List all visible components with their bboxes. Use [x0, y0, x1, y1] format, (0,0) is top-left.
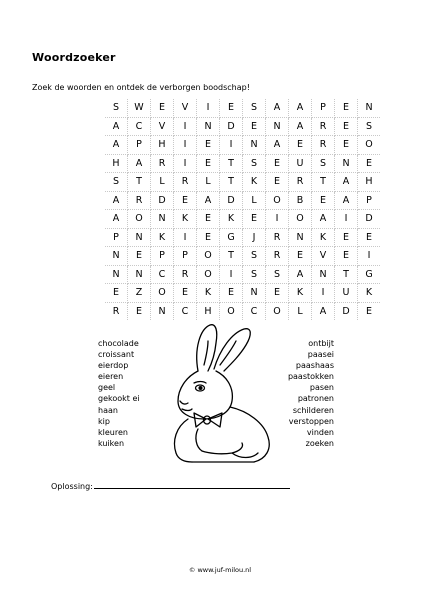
grid-cell[interactable]: S: [312, 154, 335, 173]
word-list-item: paasei: [307, 350, 334, 360]
grid-cell[interactable]: R: [174, 173, 197, 192]
grid-row: [105, 154, 380, 173]
grid-cell[interactable]: P: [105, 228, 128, 247]
grid-row: [105, 228, 380, 247]
grid-cell[interactable]: T: [335, 265, 358, 284]
grid-cell[interactable]: K: [151, 228, 174, 247]
grid-cell[interactable]: C: [128, 117, 151, 136]
grid-cell[interactable]: E: [197, 210, 220, 229]
grid-cell[interactable]: O: [266, 302, 289, 320]
grid-cell[interactable]: R: [266, 228, 289, 247]
grid-cell[interactable]: L: [289, 302, 312, 320]
grid-cell[interactable]: L: [197, 173, 220, 192]
grid-row: [105, 284, 380, 303]
word-list-item: croissant: [98, 350, 135, 360]
grid-cell[interactable]: E: [335, 136, 358, 155]
grid-row: [105, 117, 380, 136]
footer-copyright: © www.juf-milou.nl: [188, 566, 252, 574]
instruction-text: Zoek de woorden en ontdek de verborgen boodschap!: [32, 83, 250, 92]
grid-cell[interactable]: P: [312, 99, 335, 117]
grid-cell[interactable]: K: [312, 228, 335, 247]
grid-cell[interactable]: N: [335, 154, 358, 173]
word-list-item: kleuren: [98, 427, 128, 437]
grid-cell[interactable]: E: [243, 117, 266, 136]
grid-cell[interactable]: A: [335, 191, 358, 210]
grid-cell[interactable]: T: [128, 173, 151, 192]
grid-cell[interactable]: D: [358, 210, 381, 229]
grid-cell[interactable]: G: [358, 265, 381, 284]
grid-cell[interactable]: E: [312, 191, 335, 210]
word-list-item: geel: [98, 383, 116, 393]
grid-cell[interactable]: T: [220, 247, 243, 266]
grid-cell[interactable]: D: [151, 191, 174, 210]
word-list-item: ontbijt: [308, 339, 334, 348]
grid-cell[interactable]: K: [243, 173, 266, 192]
grid-cell[interactable]: O: [197, 247, 220, 266]
grid-cell[interactable]: S: [358, 117, 381, 136]
grid-cell[interactable]: I: [220, 136, 243, 155]
grid-cell[interactable]: K: [174, 210, 197, 229]
grid-cell[interactable]: E: [197, 228, 220, 247]
grid-cell[interactable]: R: [312, 117, 335, 136]
word-list-item: zoeken: [305, 438, 334, 448]
grid-cell[interactable]: I: [266, 210, 289, 229]
word-list-item: eierdop: [98, 361, 129, 371]
grid-cell[interactable]: E: [174, 284, 197, 303]
grid-cell[interactable]: E: [335, 117, 358, 136]
grid-cell[interactable]: A: [266, 99, 289, 117]
grid-cell[interactable]: C: [243, 302, 266, 320]
grid-row: [105, 210, 380, 229]
word-list-right: [288, 338, 334, 449]
word-list-item: eieren: [98, 372, 124, 382]
grid-cell[interactable]: E: [174, 191, 197, 210]
grid-cell[interactable]: K: [289, 284, 312, 303]
grid-cell[interactable]: R: [105, 302, 128, 320]
grid-cell[interactable]: R: [289, 173, 312, 192]
grid-cell[interactable]: E: [358, 302, 381, 320]
grid-cell[interactable]: O: [289, 210, 312, 229]
grid-cell[interactable]: A: [105, 191, 128, 210]
grid-cell[interactable]: E: [128, 247, 151, 266]
grid-cell[interactable]: A: [105, 210, 128, 229]
grid-cell[interactable]: P: [174, 247, 197, 266]
word-list-item: pasen: [309, 383, 334, 393]
grid-cell[interactable]: E: [289, 247, 312, 266]
grid-cell[interactable]: K: [197, 284, 220, 303]
word-list-item: vinden: [306, 427, 334, 437]
grid-cell[interactable]: E: [197, 136, 220, 155]
word-list-item: haan: [98, 405, 118, 415]
grid-cell[interactable]: P: [358, 191, 381, 210]
grid-cell[interactable]: E: [128, 302, 151, 320]
word-list-item: gekookt ei: [98, 394, 140, 404]
grid-cell[interactable]: H: [151, 136, 174, 155]
grid-cell[interactable]: A: [105, 117, 128, 136]
grid-cell[interactable]: A: [266, 136, 289, 155]
grid-cell[interactable]: L: [243, 191, 266, 210]
grid-row: [105, 247, 380, 266]
grid-cell[interactable]: E: [358, 154, 381, 173]
grid-cell[interactable]: U: [335, 284, 358, 303]
grid-cell[interactable]: E: [358, 228, 381, 247]
grid-cell[interactable]: D: [220, 117, 243, 136]
grid-cell[interactable]: S: [243, 154, 266, 173]
grid-cell[interactable]: E: [220, 284, 243, 303]
grid-cell[interactable]: R: [174, 265, 197, 284]
solution-answer-line[interactable]: [94, 480, 290, 489]
grid-cell[interactable]: D: [335, 302, 358, 320]
grid-cell[interactable]: N: [105, 265, 128, 284]
grid-cell[interactable]: S: [105, 173, 128, 192]
grid-cell[interactable]: Z: [128, 284, 151, 303]
grid-cell[interactable]: A: [312, 302, 335, 320]
grid-cell[interactable]: O: [197, 265, 220, 284]
grid-cell[interactable]: A: [335, 173, 358, 192]
grid-cell[interactable]: E: [289, 136, 312, 155]
grid-cell[interactable]: N: [128, 265, 151, 284]
grid-cell[interactable]: N: [312, 265, 335, 284]
grid-cell[interactable]: K: [220, 210, 243, 229]
grid-cell[interactable]: E: [335, 99, 358, 117]
word-search-grid: [105, 99, 380, 320]
grid-row: [105, 99, 380, 117]
grid-cell[interactable]: A: [105, 136, 128, 155]
grid-cell[interactable]: S: [243, 99, 266, 117]
grid-cell[interactable]: A: [289, 117, 312, 136]
grid-cell[interactable]: I: [197, 99, 220, 117]
grid-cell[interactable]: I: [358, 247, 381, 266]
grid-cell[interactable]: N: [289, 228, 312, 247]
grid-cell[interactable]: I: [174, 154, 197, 173]
grid-cell[interactable]: O: [151, 284, 174, 303]
grid-cell[interactable]: E: [105, 284, 128, 303]
word-list-left: [98, 338, 140, 449]
grid-row: [105, 302, 380, 320]
grid-cell[interactable]: C: [174, 302, 197, 320]
grid-cell[interactable]: V: [151, 117, 174, 136]
grid-cell[interactable]: O: [220, 302, 243, 320]
grid-cell[interactable]: J: [243, 228, 266, 247]
grid-cell[interactable]: I: [174, 228, 197, 247]
grid-cell[interactable]: T: [312, 173, 335, 192]
grid-cell[interactable]: E: [151, 99, 174, 117]
grid-cell[interactable]: R: [128, 191, 151, 210]
grid-cell[interactable]: I: [335, 210, 358, 229]
grid-cell[interactable]: E: [266, 173, 289, 192]
grid-cell[interactable]: P: [128, 136, 151, 155]
grid-cell[interactable]: S: [243, 265, 266, 284]
grid-cell[interactable]: N: [128, 228, 151, 247]
grid-cell[interactable]: A: [197, 191, 220, 210]
grid-cell[interactable]: N: [243, 284, 266, 303]
grid-cell[interactable]: N: [266, 117, 289, 136]
grid-row: [105, 136, 380, 155]
grid-cell[interactable]: O: [128, 210, 151, 229]
grid-cell[interactable]: B: [289, 191, 312, 210]
word-list-item: paashaas: [295, 361, 334, 371]
grid-cell[interactable]: G: [220, 228, 243, 247]
grid-cell[interactable]: H: [358, 173, 381, 192]
grid-cell[interactable]: I: [220, 265, 243, 284]
word-list-item: kuiken: [98, 438, 125, 448]
grid-cell[interactable]: O: [266, 191, 289, 210]
grid-cell[interactable]: S: [243, 247, 266, 266]
grid-cell[interactable]: E: [335, 247, 358, 266]
grid-cell[interactable]: R: [312, 136, 335, 155]
grid-cell[interactable]: N: [358, 99, 381, 117]
grid-cell[interactable]: R: [151, 154, 174, 173]
grid-cell[interactable]: S: [266, 265, 289, 284]
grid-cell[interactable]: C: [151, 265, 174, 284]
grid-cell[interactable]: O: [358, 136, 381, 155]
grid-cell[interactable]: N: [151, 302, 174, 320]
grid-cell[interactable]: V: [312, 247, 335, 266]
word-list-item: paastokken: [287, 372, 334, 382]
grid-cell[interactable]: E: [243, 210, 266, 229]
grid-cell[interactable]: E: [335, 228, 358, 247]
grid-cell[interactable]: N: [151, 210, 174, 229]
grid-cell[interactable]: A: [289, 265, 312, 284]
grid-cell[interactable]: I: [174, 136, 197, 155]
word-list-item: patronen: [297, 394, 334, 404]
word-list-item: verstoppen: [288, 416, 334, 426]
grid-cell[interactable]: K: [358, 284, 381, 303]
grid-cell[interactable]: P: [151, 247, 174, 266]
grid-cell[interactable]: V: [174, 99, 197, 117]
grid-cell[interactable]: E: [220, 99, 243, 117]
grid-cell[interactable]: N: [105, 247, 128, 266]
solution-row: [51, 480, 290, 491]
grid-cell[interactable]: L: [151, 173, 174, 192]
grid-cell[interactable]: D: [220, 191, 243, 210]
grid-cell[interactable]: S: [105, 99, 128, 117]
grid-cell[interactable]: N: [243, 136, 266, 155]
grid-cell[interactable]: H: [105, 154, 128, 173]
grid-row: [105, 173, 380, 192]
grid-cell[interactable]: I: [312, 284, 335, 303]
grid-cell[interactable]: E: [266, 154, 289, 173]
grid-cell[interactable]: R: [266, 247, 289, 266]
grid-cell[interactable]: T: [220, 154, 243, 173]
word-list-item: kip: [98, 416, 110, 426]
grid-cell[interactable]: H: [197, 302, 220, 320]
grid-cell[interactable]: E: [266, 284, 289, 303]
grid-cell[interactable]: W: [128, 99, 151, 117]
grid-row: [105, 191, 380, 210]
grid-cell[interactable]: E: [197, 154, 220, 173]
grid-cell[interactable]: U: [289, 154, 312, 173]
grid-cell[interactable]: T: [220, 173, 243, 192]
word-list-item: chocolade: [98, 339, 139, 348]
grid-cell[interactable]: I: [174, 117, 197, 136]
page-title: Woordzoeker: [32, 51, 116, 64]
chocolate-bunny-illustration: [158, 319, 284, 467]
word-list-item: schilderen: [292, 405, 334, 415]
grid-cell[interactable]: A: [312, 210, 335, 229]
grid-cell[interactable]: N: [197, 117, 220, 136]
grid-cell[interactable]: A: [128, 154, 151, 173]
grid-cell[interactable]: A: [289, 99, 312, 117]
grid-row: [105, 265, 380, 284]
solution-label: Oplossing:: [51, 482, 93, 491]
